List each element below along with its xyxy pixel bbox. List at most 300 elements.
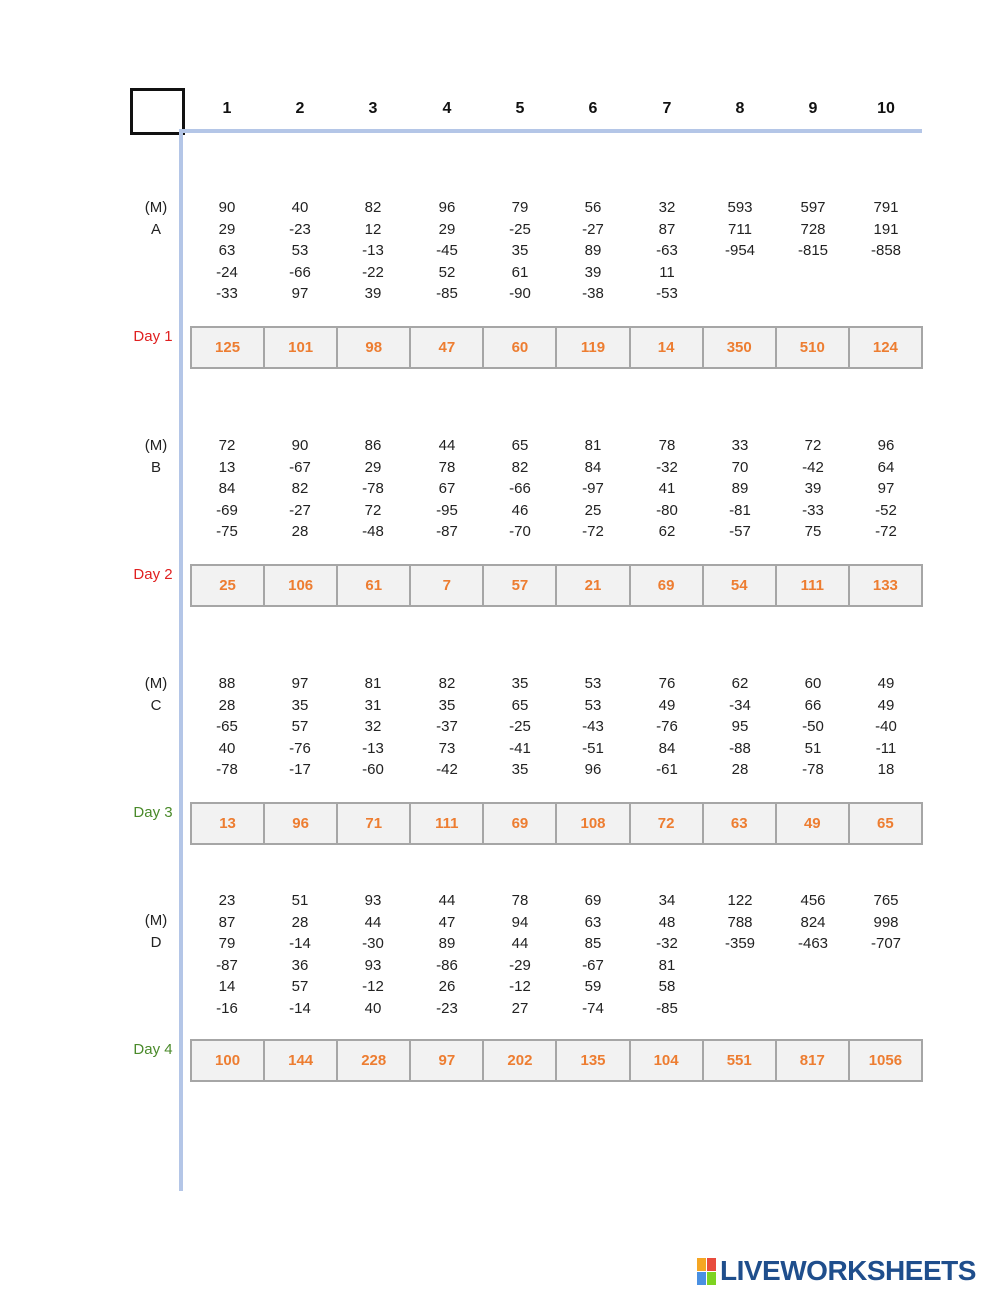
answer-field[interactable]: 47 bbox=[409, 326, 484, 369]
column-header-7: 7 bbox=[662, 100, 672, 117]
logo-text: LIVEWORKSHEETS bbox=[720, 1255, 976, 1286]
answer-field[interactable]: 510 bbox=[775, 326, 850, 369]
number-value: 84 bbox=[218, 480, 236, 497]
number-value: 89 bbox=[731, 480, 749, 497]
answer-field[interactable]: 350 bbox=[702, 326, 777, 369]
number-value: 97 bbox=[291, 675, 309, 692]
number-value: 33 bbox=[731, 437, 749, 454]
answer-field[interactable]: 69 bbox=[482, 802, 557, 845]
number-value: 84 bbox=[584, 458, 602, 476]
number-value: -66 bbox=[509, 480, 531, 497]
number-value: -14 bbox=[289, 999, 311, 1017]
number-value: -45 bbox=[436, 242, 458, 259]
number-column-9 bbox=[783, 673, 843, 781]
number-value: -53 bbox=[656, 285, 678, 302]
number-value: -42 bbox=[802, 458, 824, 476]
number-column-6 bbox=[563, 673, 623, 781]
number-column-4 bbox=[417, 890, 477, 1019]
answer-field[interactable]: 96 bbox=[263, 802, 338, 845]
number-column-6 bbox=[563, 890, 623, 1019]
number-value: 31 bbox=[364, 696, 382, 714]
answer-field[interactable]: 69 bbox=[629, 564, 704, 607]
number-column-4 bbox=[417, 197, 477, 305]
number-column-8 bbox=[710, 435, 770, 543]
answer-field[interactable]: 57 bbox=[482, 564, 557, 607]
number-value: 48 bbox=[658, 913, 676, 931]
number-value: -95 bbox=[436, 501, 458, 519]
number-value: 39 bbox=[804, 480, 822, 497]
number-value: 728 bbox=[800, 220, 826, 238]
section-label-letter: D bbox=[150, 933, 162, 951]
number-value: -81 bbox=[729, 501, 751, 519]
number-value: 44 bbox=[511, 935, 529, 952]
number-value: -61 bbox=[656, 761, 678, 778]
answer-field[interactable]: 13 bbox=[190, 802, 265, 845]
number-value: 79 bbox=[511, 199, 529, 216]
number-value: 82 bbox=[291, 480, 309, 497]
number-value: 44 bbox=[438, 437, 456, 454]
section-label-b bbox=[128, 435, 184, 478]
number-value: 97 bbox=[291, 285, 309, 302]
number-value: 60 bbox=[804, 675, 822, 692]
number-value: -97 bbox=[582, 480, 604, 497]
answer-field[interactable]: 97 bbox=[409, 1039, 484, 1082]
number-value: 87 bbox=[218, 913, 236, 931]
number-column-10 bbox=[856, 435, 916, 543]
number-value: 89 bbox=[438, 935, 456, 952]
number-value: 39 bbox=[584, 263, 602, 281]
logo-mark-square bbox=[697, 1272, 706, 1285]
number-value: -12 bbox=[509, 978, 531, 995]
answer-field[interactable]: 7 bbox=[409, 564, 484, 607]
answer-row-day-4 bbox=[190, 1039, 923, 1082]
answer-field[interactable]: 63 bbox=[702, 802, 777, 845]
number-value: 593 bbox=[727, 199, 753, 216]
number-value: 28 bbox=[291, 913, 309, 931]
number-value: 78 bbox=[438, 458, 456, 476]
number-value: -87 bbox=[216, 956, 238, 974]
number-value: 35 bbox=[511, 761, 529, 778]
number-value: -85 bbox=[656, 999, 678, 1017]
section-label-prefix: (M) bbox=[144, 912, 168, 929]
number-value: 34 bbox=[658, 892, 676, 909]
number-value: -51 bbox=[582, 739, 604, 757]
number-value: 67 bbox=[438, 480, 456, 497]
number-value: -67 bbox=[582, 956, 604, 974]
number-column-9 bbox=[783, 435, 843, 543]
number-value: 97 bbox=[877, 480, 895, 497]
column-header-9: 9 bbox=[808, 100, 818, 117]
column-header-6: 6 bbox=[588, 100, 598, 117]
number-value: 90 bbox=[218, 199, 236, 216]
number-value: -88 bbox=[729, 739, 751, 757]
column-header-1: 1 bbox=[222, 100, 232, 117]
number-value: 81 bbox=[658, 956, 676, 974]
answer-field[interactable]: 54 bbox=[702, 564, 777, 607]
number-value: -37 bbox=[436, 718, 458, 735]
number-value: -17 bbox=[289, 761, 311, 778]
number-column-6 bbox=[563, 435, 623, 543]
number-value: -34 bbox=[729, 696, 751, 714]
number-column-4 bbox=[417, 435, 477, 543]
number-value: -90 bbox=[509, 285, 531, 302]
answer-field[interactable]: 1056 bbox=[848, 1039, 923, 1082]
number-value: 94 bbox=[511, 913, 529, 931]
number-value: 82 bbox=[511, 458, 529, 476]
number-value: -42 bbox=[436, 761, 458, 778]
number-value: 87 bbox=[658, 220, 676, 238]
answer-field[interactable]: 228 bbox=[336, 1039, 411, 1082]
answer-field[interactable]: 108 bbox=[555, 802, 630, 845]
column-header-4: 4 bbox=[442, 100, 452, 117]
section-label-a bbox=[128, 197, 184, 240]
number-value: 56 bbox=[584, 199, 602, 216]
number-column-9 bbox=[783, 197, 843, 262]
number-value: 53 bbox=[584, 696, 602, 714]
number-column-8 bbox=[710, 890, 770, 955]
number-value: 998 bbox=[873, 913, 899, 931]
answer-field[interactable]: 144 bbox=[263, 1039, 338, 1082]
number-value: 44 bbox=[364, 913, 382, 931]
number-value: 49 bbox=[877, 696, 895, 714]
section-label-letter: C bbox=[150, 696, 162, 714]
number-value: 765 bbox=[873, 892, 899, 909]
answer-field[interactable]: 71 bbox=[336, 802, 411, 845]
number-value: -66 bbox=[289, 263, 311, 281]
number-column-2 bbox=[270, 435, 330, 543]
day-label-3: Day 3 bbox=[133, 804, 173, 821]
number-column-1 bbox=[197, 890, 257, 1019]
number-value: -858 bbox=[870, 242, 902, 259]
number-value: 40 bbox=[364, 999, 382, 1017]
number-value: 82 bbox=[364, 199, 382, 216]
answer-field[interactable]: 98 bbox=[336, 326, 411, 369]
answer-row-day-1 bbox=[190, 326, 923, 369]
answer-field[interactable]: 14 bbox=[629, 326, 704, 369]
number-value: 93 bbox=[364, 956, 382, 974]
answer-field[interactable]: 111 bbox=[775, 564, 850, 607]
answer-field[interactable]: 25 bbox=[190, 564, 265, 607]
number-value: 23 bbox=[218, 892, 236, 909]
number-value: 29 bbox=[218, 220, 236, 238]
number-value: -40 bbox=[875, 718, 897, 735]
number-value: -50 bbox=[802, 718, 824, 735]
answer-field[interactable]: 817 bbox=[775, 1039, 850, 1082]
number-value: 26 bbox=[438, 978, 456, 995]
answer-field[interactable]: 202 bbox=[482, 1039, 557, 1082]
number-column-1 bbox=[197, 673, 257, 781]
number-value: 44 bbox=[438, 892, 456, 909]
number-value: -463 bbox=[797, 935, 829, 952]
number-value: 14 bbox=[218, 978, 236, 995]
logo-mark-icon bbox=[697, 1258, 716, 1285]
number-value: 51 bbox=[291, 892, 309, 909]
number-value: -41 bbox=[509, 739, 531, 757]
number-value: -27 bbox=[582, 220, 604, 238]
section-label-d bbox=[128, 910, 184, 953]
liveworksheets-logo bbox=[697, 1256, 976, 1286]
number-value: 84 bbox=[658, 739, 676, 757]
number-value: -75 bbox=[216, 523, 238, 540]
number-value: -16 bbox=[216, 999, 238, 1017]
number-value: 65 bbox=[511, 437, 529, 454]
column-header-2: 2 bbox=[295, 100, 305, 117]
answer-field[interactable]: 60 bbox=[482, 326, 557, 369]
number-value: 62 bbox=[731, 675, 749, 692]
number-value: -38 bbox=[582, 285, 604, 302]
number-column-7 bbox=[637, 890, 697, 1019]
number-value: 122 bbox=[727, 892, 753, 909]
number-value: -25 bbox=[509, 220, 531, 238]
number-value: -33 bbox=[216, 285, 238, 302]
number-value: 35 bbox=[291, 696, 309, 714]
answer-field[interactable]: 119 bbox=[555, 326, 630, 369]
number-value: -27 bbox=[289, 501, 311, 519]
number-value: 456 bbox=[800, 892, 826, 909]
number-value: 53 bbox=[584, 675, 602, 692]
number-value: 89 bbox=[584, 242, 602, 259]
number-column-7 bbox=[637, 197, 697, 305]
number-value: 63 bbox=[584, 913, 602, 931]
number-value: 49 bbox=[877, 675, 895, 692]
number-value: 57 bbox=[291, 718, 309, 735]
number-value: -33 bbox=[802, 501, 824, 519]
number-value: 11 bbox=[659, 263, 675, 281]
number-value: 58 bbox=[658, 978, 676, 995]
number-value: 72 bbox=[804, 437, 822, 454]
number-value: -80 bbox=[656, 501, 678, 519]
number-value: 82 bbox=[438, 675, 456, 692]
number-value: 597 bbox=[800, 199, 826, 216]
number-value: -78 bbox=[802, 761, 824, 778]
number-value: -30 bbox=[362, 935, 384, 952]
number-value: 29 bbox=[438, 220, 456, 238]
number-value: -57 bbox=[729, 523, 751, 540]
number-value: -954 bbox=[724, 242, 756, 259]
number-value: 29 bbox=[364, 458, 382, 476]
column-header-10: 10 bbox=[877, 100, 895, 117]
number-value: 791 bbox=[873, 199, 899, 216]
number-value: 28 bbox=[291, 523, 309, 540]
number-value: 69 bbox=[584, 892, 602, 909]
number-value: 78 bbox=[658, 437, 676, 454]
day-label-1: Day 1 bbox=[133, 328, 173, 345]
number-value: 191 bbox=[873, 220, 899, 238]
number-value: -14 bbox=[289, 935, 311, 952]
number-value: 79 bbox=[218, 935, 236, 952]
answer-row-day-3 bbox=[190, 802, 923, 845]
answer-field[interactable]: 551 bbox=[702, 1039, 777, 1082]
number-value: -63 bbox=[656, 242, 678, 259]
logo-mark-square bbox=[697, 1258, 706, 1271]
day-label-2: Day 2 bbox=[133, 566, 173, 583]
answer-row-day-2 bbox=[190, 564, 923, 607]
number-column-2 bbox=[270, 890, 330, 1019]
number-value: 96 bbox=[877, 437, 895, 454]
number-value: 28 bbox=[218, 696, 236, 714]
number-value: 73 bbox=[438, 739, 456, 757]
answer-field[interactable]: 101 bbox=[263, 326, 338, 369]
section-label-c bbox=[128, 673, 184, 716]
answer-field[interactable]: 133 bbox=[848, 564, 923, 607]
column-header-8: 8 bbox=[735, 100, 745, 117]
number-value: 52 bbox=[438, 263, 456, 281]
corner-box bbox=[130, 88, 185, 135]
logo-mark-square bbox=[707, 1272, 716, 1285]
number-value: 76 bbox=[658, 675, 676, 692]
answer-field[interactable]: 125 bbox=[190, 326, 265, 369]
section-label-prefix: (M) bbox=[144, 675, 168, 692]
number-value: 35 bbox=[438, 696, 456, 714]
number-value: 711 bbox=[728, 220, 752, 238]
number-value: 39 bbox=[364, 285, 382, 302]
number-column-5 bbox=[490, 890, 550, 1019]
section-label-letter: B bbox=[150, 458, 161, 476]
number-value: 35 bbox=[511, 675, 529, 692]
number-column-10 bbox=[856, 197, 916, 262]
left-divider-line bbox=[179, 129, 183, 1191]
number-value: 93 bbox=[364, 892, 382, 909]
number-value: -13 bbox=[362, 242, 384, 259]
number-value: 12 bbox=[364, 220, 382, 238]
number-value: -12 bbox=[362, 978, 384, 995]
number-column-8 bbox=[710, 197, 770, 262]
number-column-8 bbox=[710, 673, 770, 781]
number-column-3 bbox=[343, 435, 403, 543]
number-value: 78 bbox=[511, 892, 529, 909]
number-column-4 bbox=[417, 673, 477, 781]
number-value: 85 bbox=[584, 935, 602, 952]
number-value: -76 bbox=[289, 739, 311, 757]
number-value: 32 bbox=[364, 718, 382, 735]
number-value: 72 bbox=[218, 437, 236, 454]
number-value: 47 bbox=[438, 913, 456, 931]
number-value: -13 bbox=[362, 739, 384, 757]
number-value: -65 bbox=[216, 718, 238, 735]
answer-field[interactable]: 111 bbox=[409, 802, 484, 845]
number-value: 41 bbox=[658, 480, 676, 497]
number-column-2 bbox=[270, 673, 330, 781]
number-value: 13 bbox=[218, 458, 236, 476]
number-value: -25 bbox=[509, 718, 531, 735]
number-value: -76 bbox=[656, 718, 678, 735]
number-value: -48 bbox=[362, 523, 384, 540]
number-value: 40 bbox=[291, 199, 309, 216]
answer-field[interactable]: 61 bbox=[336, 564, 411, 607]
answer-field[interactable]: 100 bbox=[190, 1039, 265, 1082]
number-value: -43 bbox=[582, 718, 604, 735]
answer-field[interactable]: 124 bbox=[848, 326, 923, 369]
section-label-letter: A bbox=[150, 220, 161, 238]
number-value: 88 bbox=[218, 675, 236, 692]
number-value: -78 bbox=[216, 761, 238, 778]
number-value: 53 bbox=[291, 242, 309, 259]
number-value: -69 bbox=[216, 501, 238, 519]
number-value: -86 bbox=[436, 956, 458, 974]
number-value: 36 bbox=[291, 956, 309, 974]
number-column-3 bbox=[343, 890, 403, 1019]
number-column-1 bbox=[197, 435, 257, 543]
number-column-5 bbox=[490, 435, 550, 543]
number-value: 28 bbox=[731, 761, 749, 778]
column-header-5: 5 bbox=[515, 100, 525, 117]
number-value: 90 bbox=[291, 437, 309, 454]
number-column-3 bbox=[343, 197, 403, 305]
number-column-2 bbox=[270, 197, 330, 305]
answer-field[interactable]: 21 bbox=[555, 564, 630, 607]
number-value: -23 bbox=[436, 999, 458, 1017]
number-value: 46 bbox=[511, 501, 529, 519]
number-value: 49 bbox=[658, 696, 676, 714]
answer-field[interactable]: 72 bbox=[629, 802, 704, 845]
number-value: -52 bbox=[875, 501, 897, 519]
number-value: 62 bbox=[658, 523, 676, 540]
number-value: 81 bbox=[584, 437, 602, 454]
number-column-7 bbox=[637, 673, 697, 781]
number-value: -74 bbox=[582, 999, 604, 1017]
section-label-prefix: (M) bbox=[144, 437, 168, 454]
number-column-10 bbox=[856, 673, 916, 781]
number-value: 27 bbox=[511, 999, 529, 1017]
answer-field[interactable]: 104 bbox=[629, 1039, 704, 1082]
number-value: 32 bbox=[658, 199, 676, 216]
number-value: 40 bbox=[218, 739, 236, 757]
number-value: 75 bbox=[804, 523, 822, 540]
answer-field[interactable]: 135 bbox=[555, 1039, 630, 1082]
number-value: -22 bbox=[362, 263, 384, 281]
section-label-prefix: (M) bbox=[144, 199, 168, 216]
number-value: -60 bbox=[362, 761, 384, 778]
answer-field[interactable]: 106 bbox=[263, 564, 338, 607]
number-value: 70 bbox=[731, 458, 749, 476]
answer-field[interactable]: 65 bbox=[848, 802, 923, 845]
number-value: 64 bbox=[877, 458, 895, 476]
number-column-10 bbox=[856, 890, 916, 955]
answer-field[interactable]: 49 bbox=[775, 802, 850, 845]
number-value: 59 bbox=[584, 978, 602, 995]
number-value: 18 bbox=[877, 761, 895, 778]
number-value: 96 bbox=[584, 761, 602, 778]
number-column-6 bbox=[563, 197, 623, 305]
number-column-7 bbox=[637, 435, 697, 543]
number-value: -72 bbox=[875, 523, 897, 540]
number-value: -11 bbox=[875, 739, 897, 757]
number-value: 66 bbox=[804, 696, 822, 714]
number-value: -359 bbox=[724, 935, 756, 952]
column-header-3: 3 bbox=[368, 100, 378, 117]
number-value: -78 bbox=[362, 480, 384, 497]
number-value: -70 bbox=[509, 523, 531, 540]
number-value: 824 bbox=[800, 913, 826, 931]
number-value: -707 bbox=[870, 935, 902, 952]
number-value: 65 bbox=[511, 696, 529, 714]
number-value: -32 bbox=[656, 935, 678, 952]
number-column-3 bbox=[343, 673, 403, 781]
number-value: 788 bbox=[727, 913, 753, 931]
number-value: -32 bbox=[656, 458, 678, 476]
number-value: 81 bbox=[364, 675, 382, 692]
number-value: -29 bbox=[509, 956, 531, 974]
number-value: 57 bbox=[291, 978, 309, 995]
day-label-4: Day 4 bbox=[133, 1041, 173, 1058]
number-column-9 bbox=[783, 890, 843, 955]
number-value: -72 bbox=[582, 523, 604, 540]
number-column-5 bbox=[490, 673, 550, 781]
number-value: -23 bbox=[289, 220, 311, 238]
number-value: 95 bbox=[731, 718, 749, 735]
number-value: 63 bbox=[218, 242, 236, 259]
number-value: 72 bbox=[364, 501, 382, 519]
